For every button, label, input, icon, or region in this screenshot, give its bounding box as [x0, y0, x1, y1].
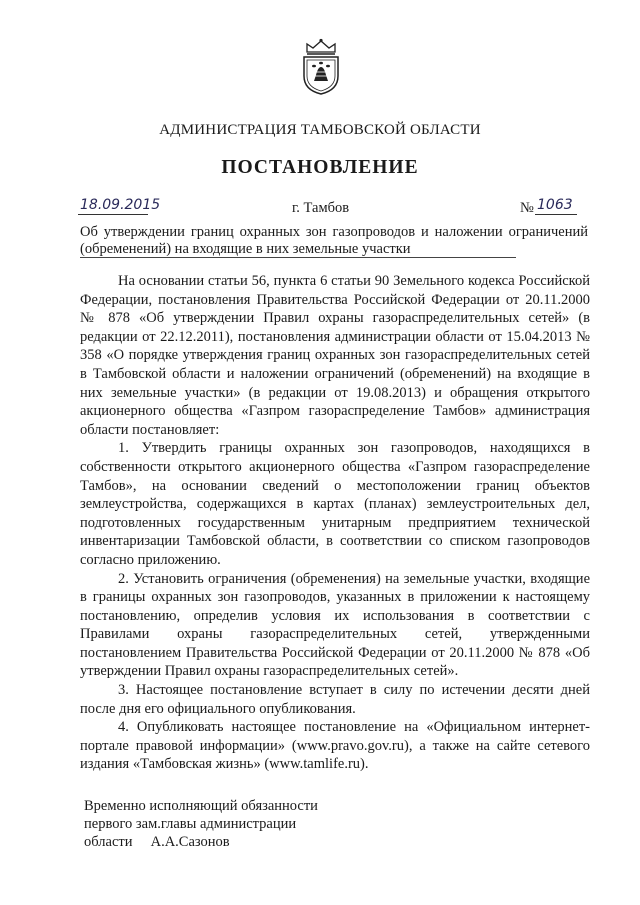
document-number: 1063 — [537, 197, 573, 213]
signature-block — [84, 797, 318, 851]
number-sign: № — [520, 200, 534, 216]
signature-line-3: области А.А.Сазонов — [84, 834, 230, 850]
document-subject: Об утверждении границ охранных зон газопроводов и наложении ограничений (обременений) на входящие в них земельные участки — [80, 224, 588, 257]
tambov-coat-of-arms-icon — [298, 38, 344, 96]
signature-line-2: первого зам.главы администрации — [84, 816, 297, 832]
date-underline — [78, 214, 148, 215]
subject-underline — [80, 257, 516, 258]
number-underline — [535, 214, 577, 215]
document-body — [80, 272, 590, 774]
item-1-paragraph: 1. Утвердить границы охранных зон газопроводов, находящихся в собственности открытого акционерного общества «Газпром газораспределение Тамбов», на основании сведений о местоположении границ объектов землеустройства, содержащихся в картах (планах) землеустроительных дел, подготовленных государственным унитарным предприятием технической инвентаризации Тамбовской области, в соответствии со списком газопроводов согласно приложению. — [80, 440, 590, 568]
document-type-title: ПОСТАНОВЛЕНИЕ — [221, 157, 419, 178]
item-3-paragraph: 3. Настоящее постановление вступает в силу по истечении десяти дней после дня его официального опубликования. — [80, 682, 590, 717]
item-2-paragraph: 2. Установить ограничения (обременения) на земельные участки, входящие в границы охранных зон газопроводов, указанных в приложении к настоящему постановлению, определив условия их использования в соответствии с Правилами охраны газораспределительных сетей, утвержденными постановлением Правительства Российской Федерации от 20.11.2000 № 878 «Об утверждении Правил охраны газораспределительных сетей». — [80, 570, 590, 680]
item-4-paragraph: 4. Опубликовать настоящее постановление на «Официальном интернет-портале правовой информации» (www.pravo.gov.ru), а также на сайте сетевого издания «Тамбовская жизнь» (www.tamlife.ru). — [80, 719, 590, 773]
document-date: 18.09.2015 — [80, 197, 161, 213]
organization-name: АДМИНИСТРАЦИЯ ТАМБОВСКОЙ ОБЛАСТИ — [159, 122, 481, 138]
preamble-paragraph: На основании статьи 56, пункта 6 статьи 90 Земельного кодекса Российской Федерации, постановления Правительства Российской Федерации от 20.11.2000 № 878 «Об утверждении Правил охраны газораспределительных сетей» (в редакции от 22.12.2011), постановления администрации области от 15.04.2013 № 358 «О порядке утверждения границ охранных зон газораспределительных сетей в Тамбовской области и наложении ограничений (обременений) на входящие в них земельные участки» (в редакции от 19.08.2013) и обращения открытого акционерного общества «Газпром газораспределение Тамбов» администрация области постановляет: — [80, 273, 590, 438]
signature-line-1: Временно исполняющий обязанности — [84, 798, 318, 814]
document-city: г. Тамбов — [292, 200, 350, 216]
